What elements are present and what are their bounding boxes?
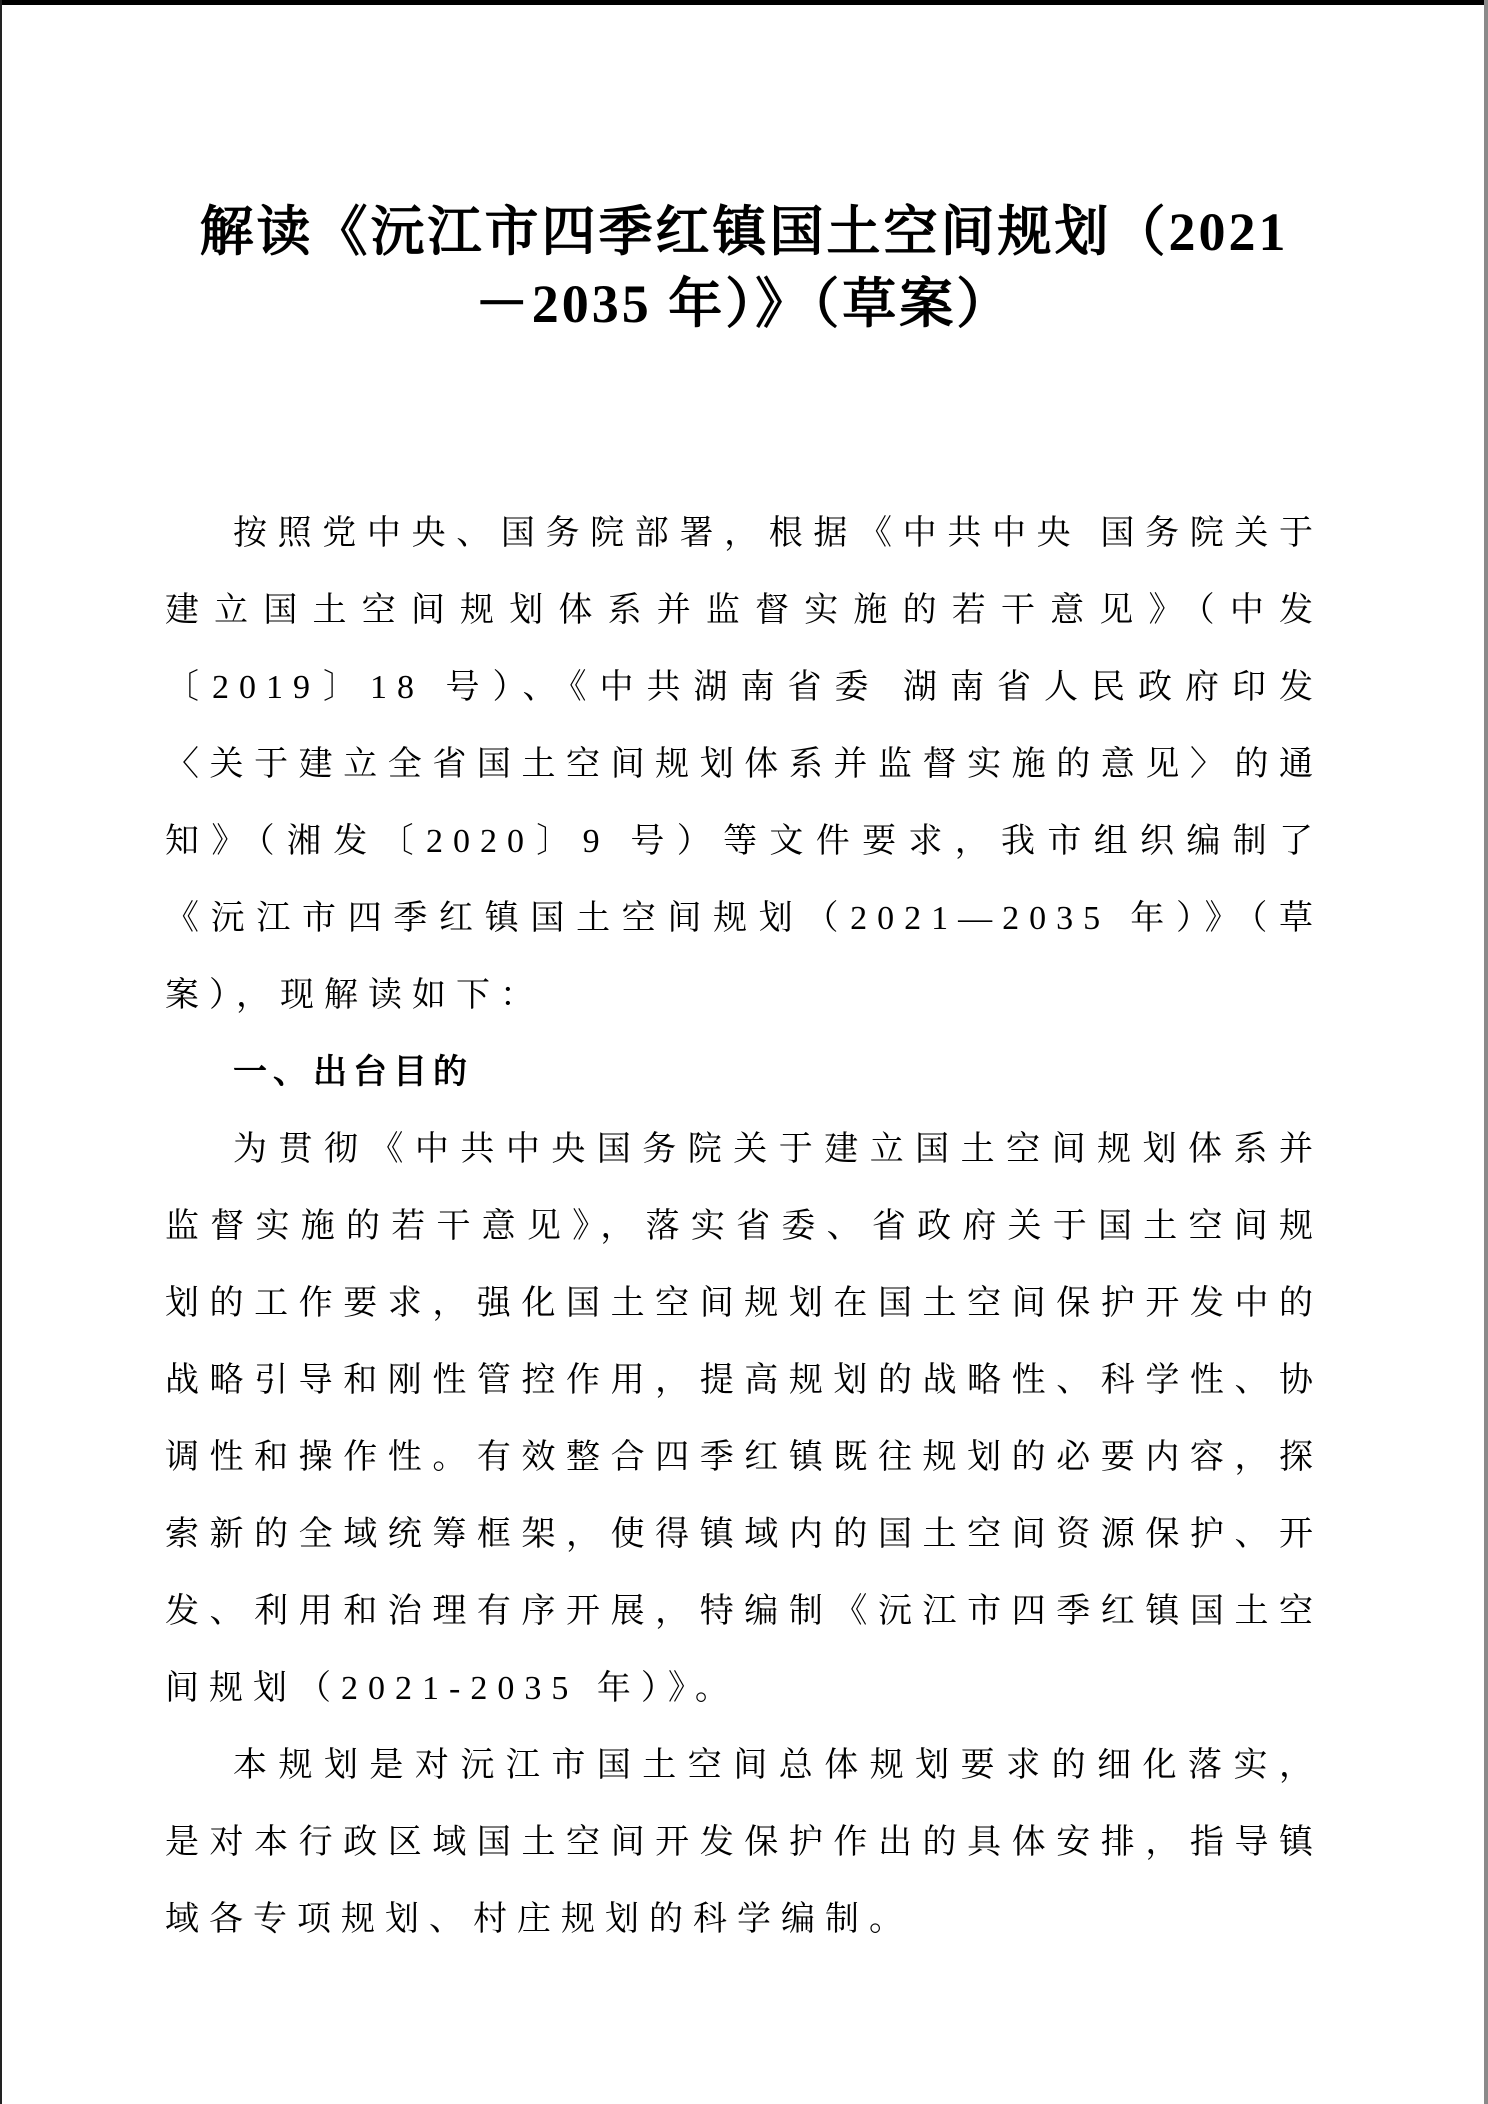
paragraph-plan-role: 本规划是对沅江市国土空间总体规划要求的细化落实，是对本行政区域国土空间开发保护作出的具体安排，指导镇域各专项规划、村庄规划的科学编制。: [165, 1747, 1323, 1938]
document-content: [165, 0, 1323, 1958]
document-body: [165, 495, 1323, 1958]
page-title-line-2: －2035 年）》（草案）: [474, 274, 1014, 334]
paragraph-purpose-detail: 为贯彻《中共中央国务院关于建立国土空间规划体系并监督实施的若干意见》，落实省委、省政府关于国土空间规划的工作要求，强化国土空间规划在国土空间保护开发中的战略引导和刚性管控作用，提高规划的战略性、科学性、协调性和操作性。有效整合四季红镇既往规划的必要内容，探索新的全域统筹框架，使得镇域内的国土空间资源保护、开发、利用和治理有序开展，特编制《沅江市四季红镇国土空间规划（2021-2035 年）》。: [165, 1131, 1323, 1707]
paragraph-intro: 按照党中央、国务院部署，根据《中共中央 国务院关于建立国土空间规划体系并监督实施的若干意见》（中发〔2019〕18 号）、《中共湖南省委 湖南省人民政府印发〈关于建立全省国土空间规划体系并监督实施的意见〉的通知》（湘发〔2020〕9 号）等文件要求，我市组织编制了《沅江市四季红镇国土空间规划（2021—2035 年）》（草案），现解读如下：: [165, 515, 1323, 1014]
page-left-border: [0, 0, 2, 2104]
section-heading-purpose: 一、出台目的: [233, 1053, 473, 1091]
page-right-border: [1484, 0, 1488, 2104]
page-title: [165, 196, 1323, 340]
page-title-line-1: 解读《沅江市四季红镇国土空间规划（2021: [199, 202, 1289, 262]
